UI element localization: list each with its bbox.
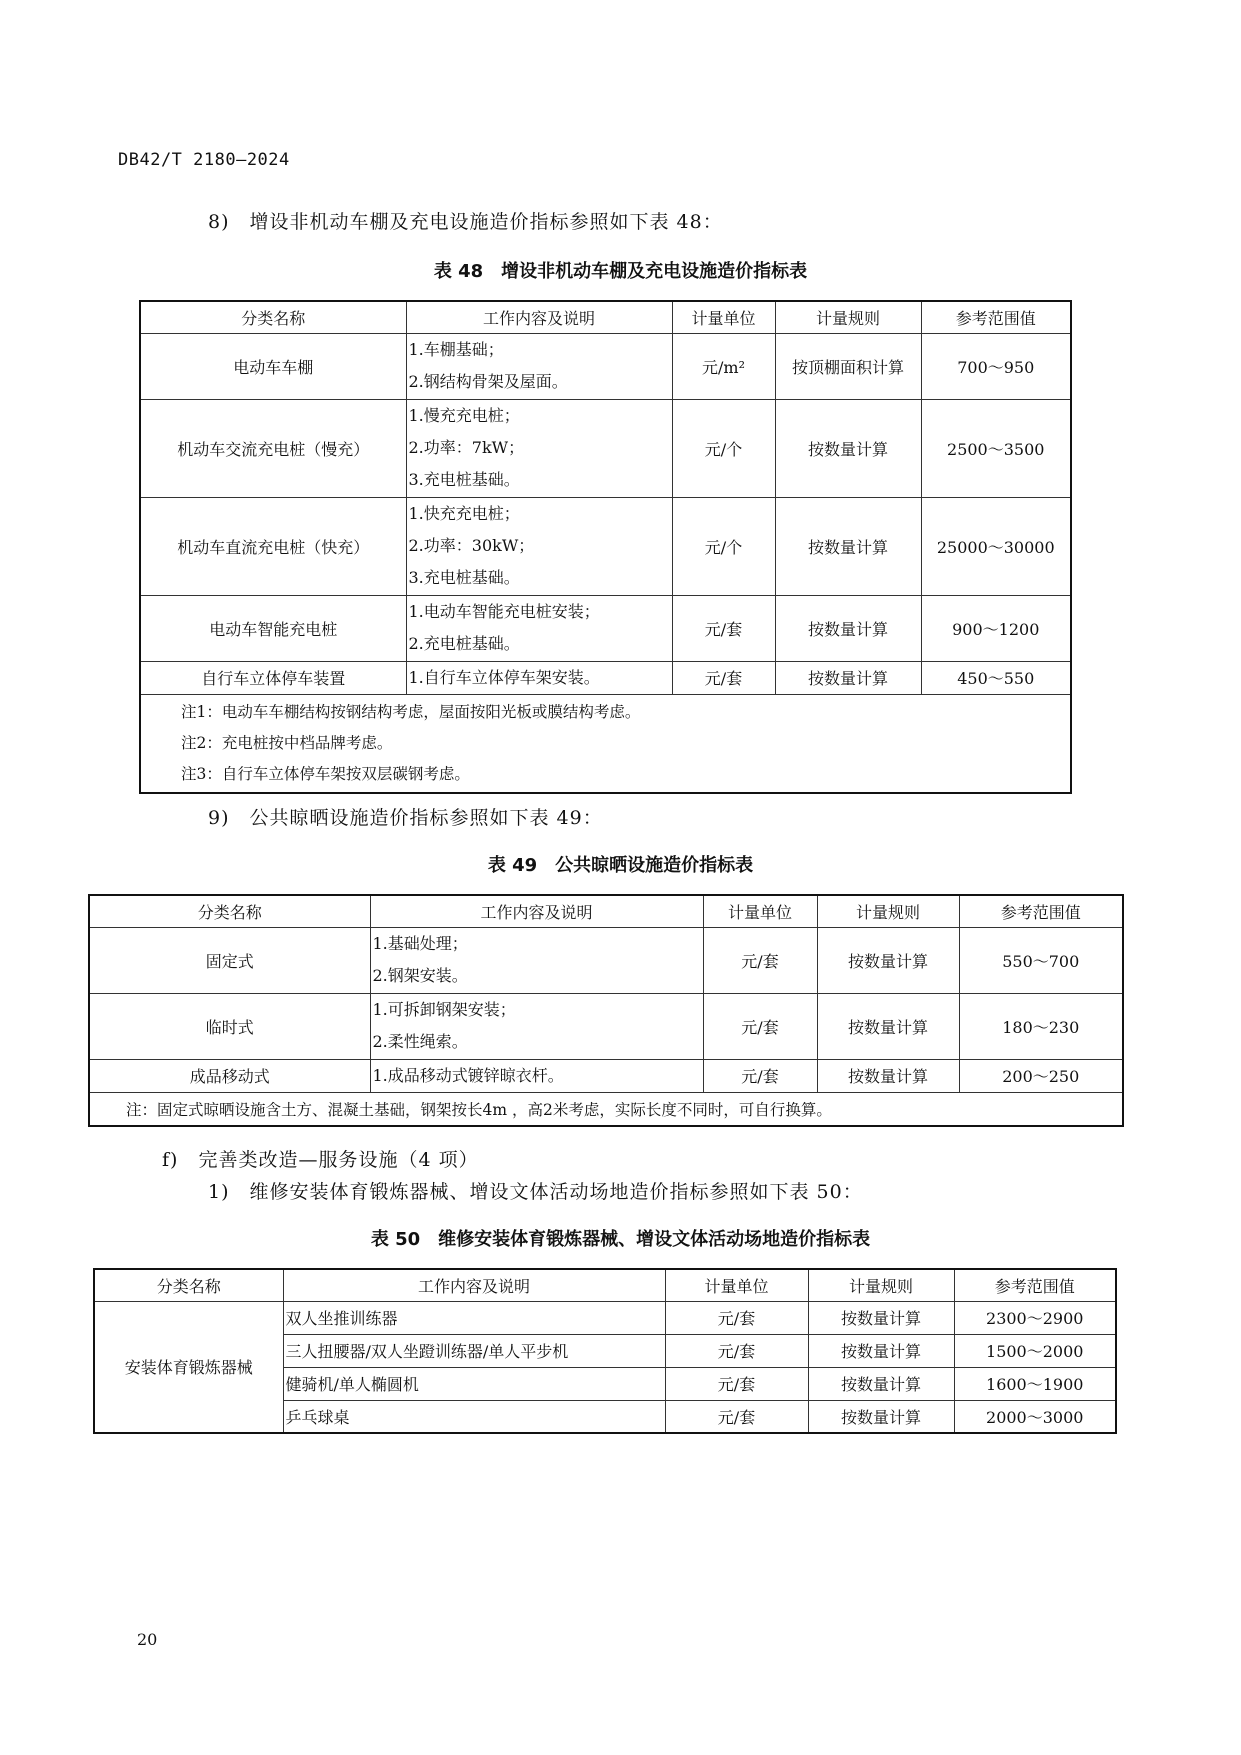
content-line: 1.电动车智能充电桩安装；	[408, 602, 600, 621]
table-row	[89, 927, 1123, 993]
rule-cell: 按数量计算	[817, 993, 959, 1059]
unit-cell: 元/套	[665, 1334, 808, 1367]
range-cell: 2300～2900	[954, 1301, 1116, 1334]
content-line: 1.基础处理；	[372, 934, 468, 953]
unit-cell: 元/m²	[672, 333, 775, 399]
content-cell: 乒乓球桌	[283, 1400, 665, 1433]
unit-cell: 元/套	[703, 927, 817, 993]
unit-cell: 元/个	[672, 399, 775, 497]
content-line: 2.充电桩基础。	[408, 634, 520, 653]
table48-caption: 表 48 增设非机动车棚及充电设施造价指标表	[433, 261, 808, 282]
column-header: 参考范围值	[959, 895, 1123, 927]
content-cell	[406, 595, 672, 661]
rule-cell: 按数量计算	[808, 1301, 954, 1334]
page-number: 20	[137, 1630, 158, 1649]
content-line: 1.快充充电桩；	[408, 504, 520, 523]
document-code: DB42/T 2180—2024	[118, 150, 290, 170]
rule-cell: 按数量计算	[817, 1059, 959, 1092]
unit-cell: 元/套	[665, 1301, 808, 1334]
paragraph-item-9: 9) 公共晾晒设施造价指标参照如下表 49：	[208, 807, 603, 829]
range-cell: 900～1200	[921, 595, 1071, 661]
unit-cell: 元/套	[672, 661, 775, 694]
table-row	[140, 333, 1071, 399]
range-cell: 450～550	[921, 661, 1071, 694]
range-cell: 180～230	[959, 993, 1123, 1059]
content-line: 1.成品移动式镀锌晾衣杆。	[372, 1065, 564, 1085]
table-row	[94, 1301, 1116, 1334]
category-name-cell: 临时式	[89, 993, 370, 1059]
unit-cell: 元/套	[703, 1059, 817, 1092]
rule-cell: 按数量计算	[808, 1400, 954, 1433]
column-header: 参考范围值	[954, 1269, 1116, 1301]
rule-cell: 按数量计算	[775, 595, 921, 661]
range-cell: 25000～30000	[921, 497, 1071, 595]
content-line: 1.可拆卸钢架安装；	[372, 1000, 516, 1019]
column-header: 分类名称	[89, 895, 370, 927]
content-line: 3.充电桩基础。	[408, 568, 520, 587]
rule-cell: 按顶棚面积计算	[775, 333, 921, 399]
table50-caption: 表 50 维修安装体育锻炼器械、增设文体活动场地造价指标表	[370, 1229, 871, 1250]
unit-cell: 元/套	[672, 595, 775, 661]
content-line: 2.功率：7kW；	[408, 438, 525, 457]
content-line: 2.功率：30kW；	[408, 536, 535, 555]
note-line: 注1：电动车车棚结构按钢结构考虑，屋面按阳光板或膜结构考虑。	[181, 702, 641, 721]
column-header: 分类名称	[140, 301, 406, 333]
range-cell: 1600～1900	[954, 1367, 1116, 1400]
content-cell	[406, 399, 672, 497]
note-line: 注3：自行车立体停车架按双层碳钢考虑。	[181, 764, 470, 783]
unit-cell: 元/套	[665, 1367, 808, 1400]
table-row	[140, 497, 1071, 595]
content-line: 1.慢充充电桩；	[408, 406, 520, 425]
column-header: 计量单位	[672, 301, 775, 333]
column-header: 工作内容及说明	[406, 301, 672, 333]
column-header: 参考范围值	[921, 301, 1071, 333]
category-name-cell: 机动车交流充电桩（慢充）	[140, 399, 406, 497]
table-50	[93, 1268, 1117, 1434]
category-name-cell: 机动车直流充电桩（快充）	[140, 497, 406, 595]
note-cell: 注：固定式晾晒设施含土方、混凝土基础，钢架按长4m ，高2米考虑，实际长度不同时，可自行换算。	[89, 1092, 1123, 1126]
content-cell	[406, 333, 672, 399]
content-line: 1.自行车立体停车架安装。	[408, 667, 600, 687]
content-line: 2.钢结构骨架及屋面。	[408, 372, 568, 391]
content-line: 1.车棚基础；	[408, 340, 504, 359]
content-line: 2.钢架安装。	[372, 966, 468, 985]
content-cell	[370, 927, 703, 993]
column-header: 工作内容及说明	[370, 895, 703, 927]
column-header: 计量规则	[808, 1269, 954, 1301]
category-name-cell: 固定式	[89, 927, 370, 993]
rule-cell: 按数量计算	[775, 497, 921, 595]
content-cell	[370, 993, 703, 1059]
content-cell	[370, 1059, 703, 1092]
content-cell: 双人坐推训练器	[283, 1301, 665, 1334]
paragraph-section-f: f) 完善类改造—服务设施（4 项）	[162, 1149, 479, 1171]
table49-header-row	[89, 895, 1123, 927]
table50-header-row	[94, 1269, 1116, 1301]
table-row	[89, 1059, 1123, 1092]
column-header: 计量单位	[665, 1269, 808, 1301]
range-cell: 1500～2000	[954, 1334, 1116, 1367]
range-cell: 550～700	[959, 927, 1123, 993]
rule-cell: 按数量计算	[817, 927, 959, 993]
category-name-cell: 电动车车棚	[140, 333, 406, 399]
rule-cell: 按数量计算	[775, 399, 921, 497]
content-line: 2.柔性绳索。	[372, 1032, 468, 1051]
content-cell	[406, 497, 672, 595]
column-header: 计量规则	[817, 895, 959, 927]
category-name-cell: 电动车智能充电桩	[140, 595, 406, 661]
column-header: 计量规则	[775, 301, 921, 333]
category-name-cell: 自行车立体停车装置	[140, 661, 406, 694]
range-cell: 700～950	[921, 333, 1071, 399]
range-cell: 200～250	[959, 1059, 1123, 1092]
table-row	[140, 595, 1071, 661]
table-49	[88, 894, 1124, 1127]
table48-notes-row	[140, 694, 1071, 793]
content-line: 3.充电桩基础。	[408, 470, 520, 489]
table49-caption: 表 49 公共晾晒设施造价指标表	[487, 855, 754, 876]
content-cell: 三人扭腰器/双人坐蹬训练器/单人平步机	[283, 1334, 665, 1367]
content-cell	[406, 661, 672, 694]
notes-cell	[140, 694, 1071, 793]
table-row	[89, 993, 1123, 1059]
table48-header-row	[140, 301, 1071, 333]
rule-cell: 按数量计算	[775, 661, 921, 694]
table-48	[139, 300, 1072, 794]
column-header: 分类名称	[94, 1269, 283, 1301]
note-line: 注2：充电桩按中档品牌考虑。	[181, 733, 393, 752]
rule-cell: 按数量计算	[808, 1367, 954, 1400]
content-cell: 健骑机/单人椭圆机	[283, 1367, 665, 1400]
paragraph-item-8: 8) 增设非机动车棚及充电设施造价指标参照如下表 48：	[208, 211, 723, 233]
category-name-cell: 安装体育锻炼器械	[94, 1301, 283, 1433]
category-name-cell: 成品移动式	[89, 1059, 370, 1092]
rule-cell: 按数量计算	[808, 1334, 954, 1367]
unit-cell: 元/套	[665, 1400, 808, 1433]
unit-cell: 元/套	[703, 993, 817, 1059]
column-header: 工作内容及说明	[283, 1269, 665, 1301]
table49-note-row	[89, 1092, 1123, 1126]
column-header: 计量单位	[703, 895, 817, 927]
unit-cell: 元/个	[672, 497, 775, 595]
table-row	[140, 661, 1071, 694]
range-cell: 2500～3500	[921, 399, 1071, 497]
paragraph-item-1: 1) 维修安装体育锻炼器械、增设文体活动场地造价指标参照如下表 50：	[208, 1181, 863, 1203]
table-row	[140, 399, 1071, 497]
range-cell: 2000～3000	[954, 1400, 1116, 1433]
